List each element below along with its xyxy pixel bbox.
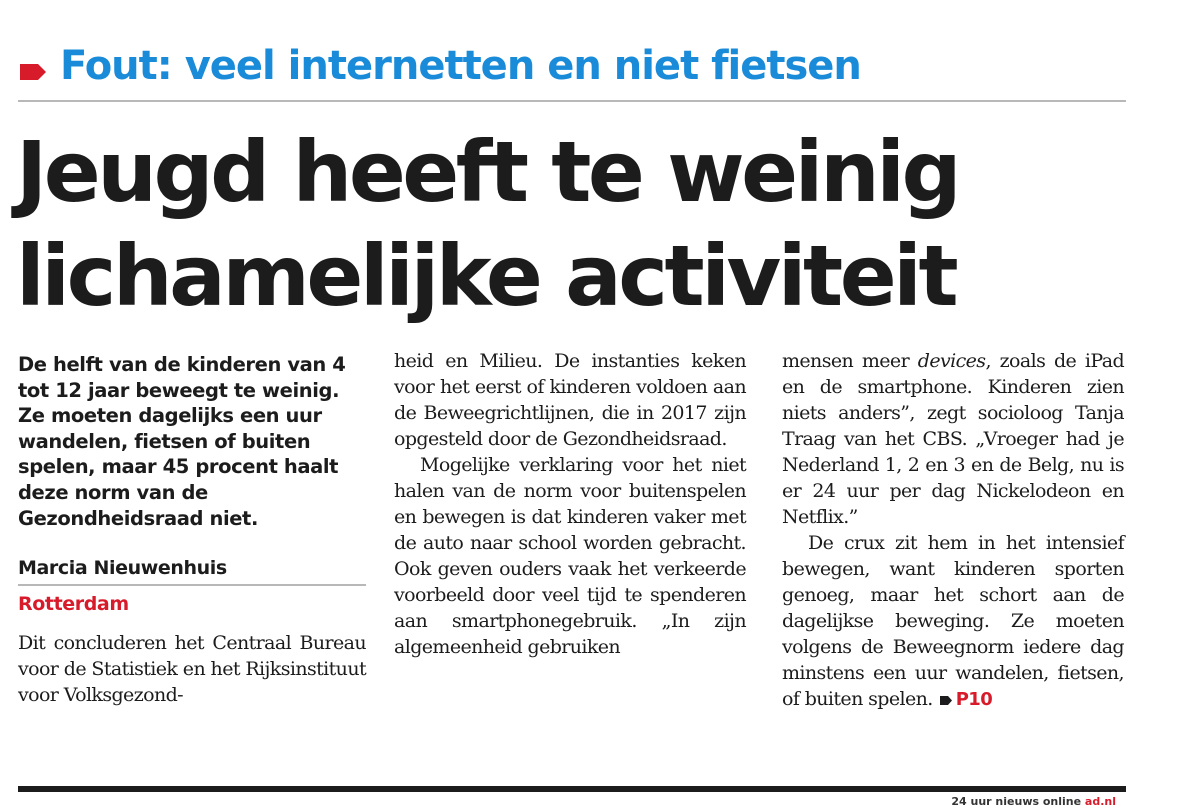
body-text: , zoals de iPad en de smartphone. Kinderen zien niets anders”, zegt socioloog Tanja Traag van het CBS. „Vroeger had je Nederland 1, 2 en 3 en de Belg, nu is er 24 uur per dag Nickelodeon en Netflix.” (782, 350, 1125, 528)
byline-location: Rotterdam (18, 593, 129, 616)
body-paragraph (782, 530, 1124, 713)
kicker (18, 36, 861, 96)
emphasized-word: devices (917, 350, 986, 372)
headline (16, 120, 1176, 328)
kicker-text: Fout: veel internetten en niet fietsen (60, 43, 861, 89)
byline-divider (18, 584, 366, 586)
top-divider (18, 100, 1126, 102)
body-paragraph: Dit concluderen het Centraal Bureau voor de Statistiek en het Rijksinstituut voor Volksgezond- (18, 632, 366, 707)
headline-line-1: Jeugd heeft te weinig (16, 123, 959, 221)
red-arrow-marker-icon (18, 61, 48, 83)
column-3 (782, 352, 1124, 713)
black-arrow-marker-icon (939, 695, 953, 706)
headline-line-2: lichamelijke activiteit (16, 227, 956, 325)
byline-author: Marcia Nieuwenhuis (18, 557, 227, 580)
footer-text: 24 uur nieuws online (951, 795, 1085, 808)
body-text: mensen meer (782, 350, 918, 372)
body-text: De crux zit hem in het intensief bewegen, want kinderen sporten genoeg, maar het schort aan de dagelijkse beweging. Ze moeten volgens de Beweegnorm iedere dag minstens een uur wandelen, fietsen, of buiten spelen. (782, 532, 1124, 710)
body-paragraph: Mogelijke verklaring voor het niet halen van de norm voor buitenspelen en bewegen is dat kinderen vaker met de auto naar school worden gebracht. Ook geven ouders vaak het verkeerde voorbeeld door veel tijd te spenderen aan smartphonegebruik. „In zijn algemeenheid gebruiken (394, 454, 746, 658)
body-paragraph: heid en Milieu. De instanties keken voor het eerst of kinderen voldoen aan de Beweegrichtlijnen, die in 2017 zijn opgesteld door de Gezondheidsraad. (394, 350, 746, 450)
column-1 (18, 352, 366, 708)
lead-paragraph: De helft van de kinderen van 4 tot 12 jaar beweegt te weinig. Ze moeten dagelijks een uur wandelen, fietsen of buiten spelen, maar 45 procent haalt deze norm van de Gezondheidsraad niet. (18, 353, 346, 530)
column-2 (394, 352, 746, 660)
footer-tagline (951, 795, 1116, 808)
bottom-divider (18, 786, 1126, 792)
page-reference: P10 (955, 689, 993, 710)
body-paragraph (782, 348, 1124, 530)
footer-domain: ad.nl (1084, 795, 1116, 808)
